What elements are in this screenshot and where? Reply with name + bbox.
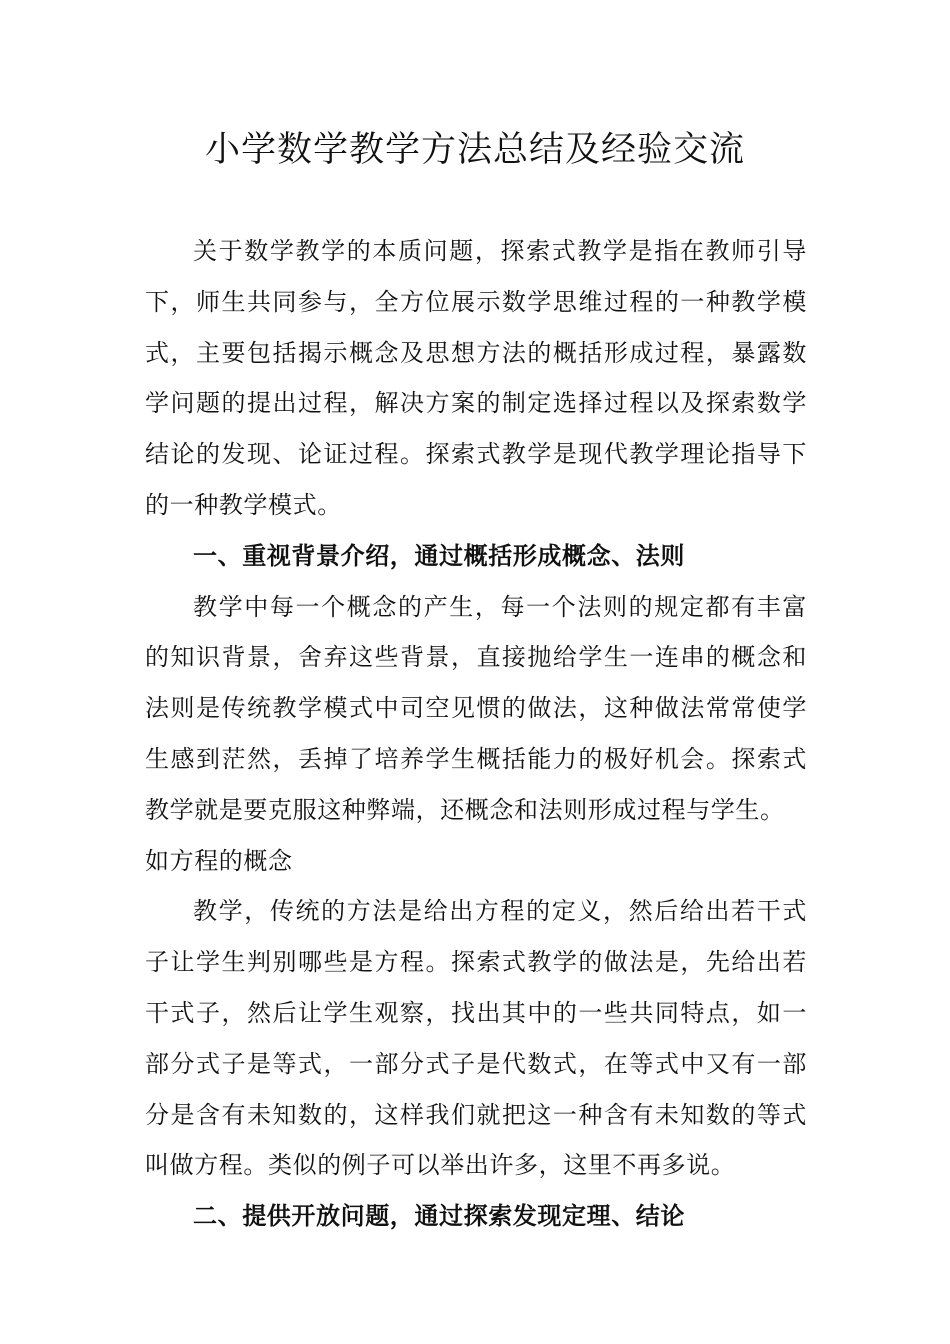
document-body <box>145 226 807 1242</box>
document-title: 小学数学教学方法总结及经验交流 <box>204 130 745 170</box>
section-1-paragraph-2: 如方程的概念 <box>145 846 293 875</box>
section-1-paragraph-1: 教学中每一个概念的产生，每一个法则的规定都有丰富的知识背景，舍弃这些背景，直接抛给学生一连串的概念和法则是传统教学模式中司空见惯的做法，这种做法常常使学生感到茫然，丢掉了培养学生概括能力的极好机会。探索式教学就是要克服这种弊端，还概念和法则形成过程与学生。 <box>145 592 807 824</box>
section-1-heading: 一、重视背景介绍，通过概括形成概念、法则 <box>193 541 685 570</box>
section-1-paragraph-3: 教学，传统的方法是给出方程的定义，然后给出若干式子让学生判别哪些是方程。探索式教学的做法是，先给出若干式子，然后让学生观察，找出其中的一些共同特点，如一部分式子是等式，一部分式子是代数式，在等式中又有一部分是含有未知数的，这样我们就把这一种含有未知数的等式叫做方程。类似的例子可以举出许多，这里不再多说。 <box>145 897 807 1180</box>
section-2-heading: 二、提供开放问题，通过探索发现定理、结论 <box>193 1202 685 1231</box>
intro-paragraph: 关于数学教学的本质问题，探索式教学是指在教师引导下，师生共同参与，全方位展示数学思维过程的一种教学模式，主要包括揭示概念及思想方法的概括形成过程，暴露数学问题的提出过程，解决方案的制定选择过程以及探索数学结论的发现、论证过程。探索式教学是现代教学理论指导下的一种教学模式。 <box>145 237 807 519</box>
